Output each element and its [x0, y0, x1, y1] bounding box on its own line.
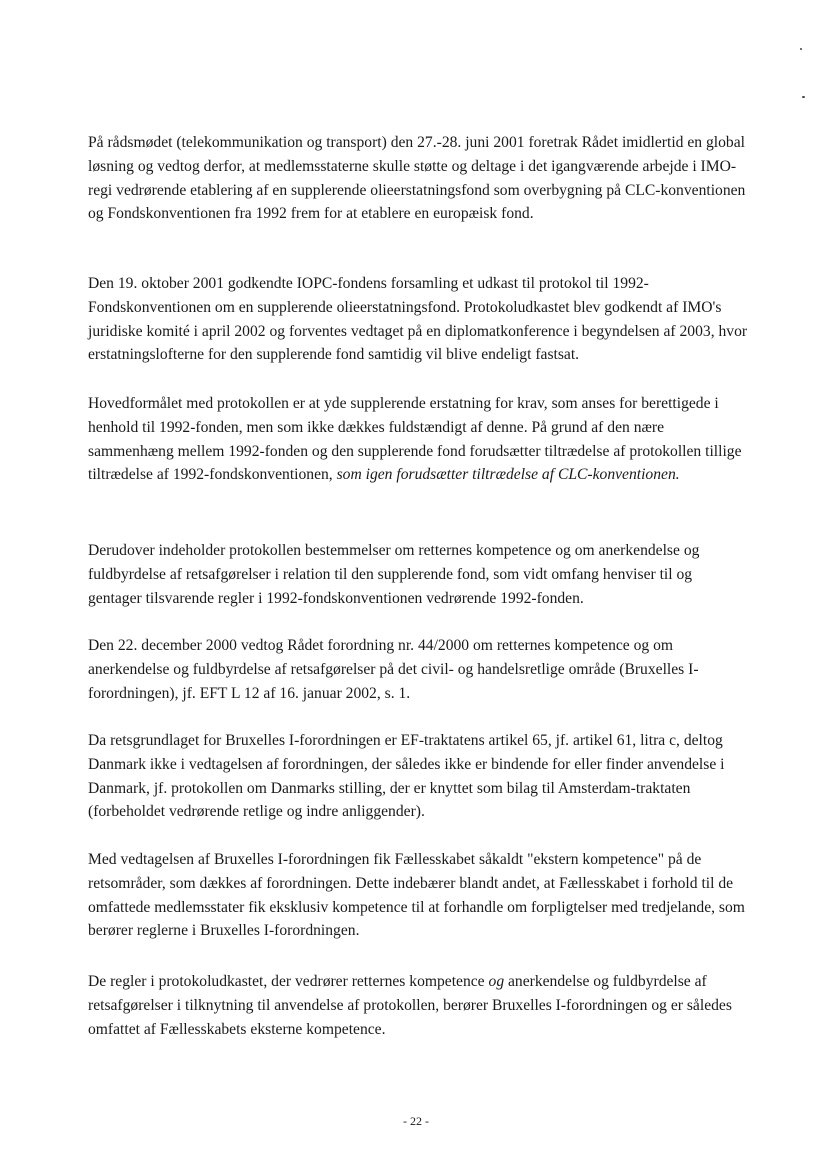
paragraph-iopc-assembly — [88, 272, 748, 367]
paragraph-text: anerkendelse og fuldbyrdelse af retsafgørelser i tilknytning til anvendelse af protokollen, berører Bruxelles I-forordningen og er således omfattet af Fællesskabets eksterne kompetence. — [88, 973, 732, 1038]
paragraph-regulation-44-2000 — [88, 634, 748, 705]
paragraph-text: Med vedtagelsen af Bruxelles I-forordningen fik Fællesskabet såkaldt "ekstern kompetence" på de retsområder, som dækkes af forordningen. Dette indebærer blandt andet, at Fællesskabet i forhold til de omfattede medlemsstater fik eksklusiv kompetence til at forhandle om forpligtelser med tredjelande, som berører reglerne i Bruxelles I-forordningen. — [88, 851, 745, 940]
scan-speck — [800, 48, 802, 50]
page-number: - 22 - — [403, 1114, 429, 1128]
paragraph-text: På rådsmødet (telekommunikation og transport) den 27.-28. juni 2001 foretrak Rådet imidlertid en global løsning og vedtog derfor, at medlemsstaterne skulle støtte og deltage i det igangværende arbejde i IMO-regi vedrørende etablering af en supplerende olieerstatningsfond som overbygning på CLC-konventionen og Fondskonventionen fra 1992 frem for at etablere en europæisk fond. — [88, 134, 746, 223]
paragraph-text: De regler i protokoludkastet, der vedrører retternes kompetence — [88, 973, 489, 990]
paragraph-text: Den 22. december 2000 vedtog Rådet forordning nr. 44/2000 om retternes kompetence og om anerkendelse og fuldbyrdelse af retsafgørelser på det civil- og handelsretlige område (Bruxelles I-forordningen), jf. EFT L 12 af 16. januar 2002, s. 1. — [88, 637, 699, 702]
paragraph-italic-text: og — [488, 973, 505, 990]
paragraph-text: Da retsgrundlaget for Bruxelles I-forordningen er EF-traktatens artikel 65, jf. artikel 61, litra c, deltog Danmark ikke i vedtagelsen af forordningen, der således ikke er bindende for eller finder anvendelse i Danmark, jf. protokollen om Danmarks stilling, der er knyttet som bilag til Amsterdam-traktaten (forbeholdet vedrørende retlige og indre anliggender). — [88, 732, 725, 821]
paragraph-legal-basis-denmark — [88, 729, 748, 824]
paragraph-protocol-purpose — [88, 392, 748, 487]
paragraph-protocol-rules — [88, 970, 748, 1041]
scan-speck — [802, 96, 805, 98]
paragraph-external-competence — [88, 848, 748, 943]
paragraph-text: Hovedformålet med protokollen er at yde supplerende erstatning for krav, som anses for berettigede i henhold til 1992-fonden, men som ikke dækkes fuldstændigt af denne. På grund af den nære sammenhæng mellem 1992-fonden og den supplerende fond forudsætter tiltrædelse af protokollen tillige tiltrædelse af 1992-fondskonventionen, — [88, 395, 742, 484]
paragraph-council-meeting — [88, 131, 748, 226]
paragraph-jurisdiction-provisions — [88, 539, 748, 610]
paragraph-text: Derudover indeholder protokollen bestemmelser om retternes kompetence og om anerkendelse og fuldbyrdelse af retsafgørelser i relation til den supplerende fond, som vidt omfang henviser til og gentager tilsvarende regler i 1992-fondskonventionen vedrørende 1992-fonden. — [88, 542, 700, 607]
paragraph-text: Den 19. oktober 2001 godkendte IOPC-fondens forsamling et udkast til protokol til 1992-Fondskonventionen om en supplerende olieerstatningsfond. Protokoludkastet blev godkendt af IMO's juridiske komité i april 2002 og forventes vedtaget på en diplomatkonference i begyndelsen af 2003, hvor erstatningslofterne for den supplerende fond samtidig vil blive endeligt fastsat. — [88, 275, 748, 364]
paragraph-italic-text: som igen forudsætter tiltrædelse af CLC-konventionen. — [336, 466, 680, 484]
